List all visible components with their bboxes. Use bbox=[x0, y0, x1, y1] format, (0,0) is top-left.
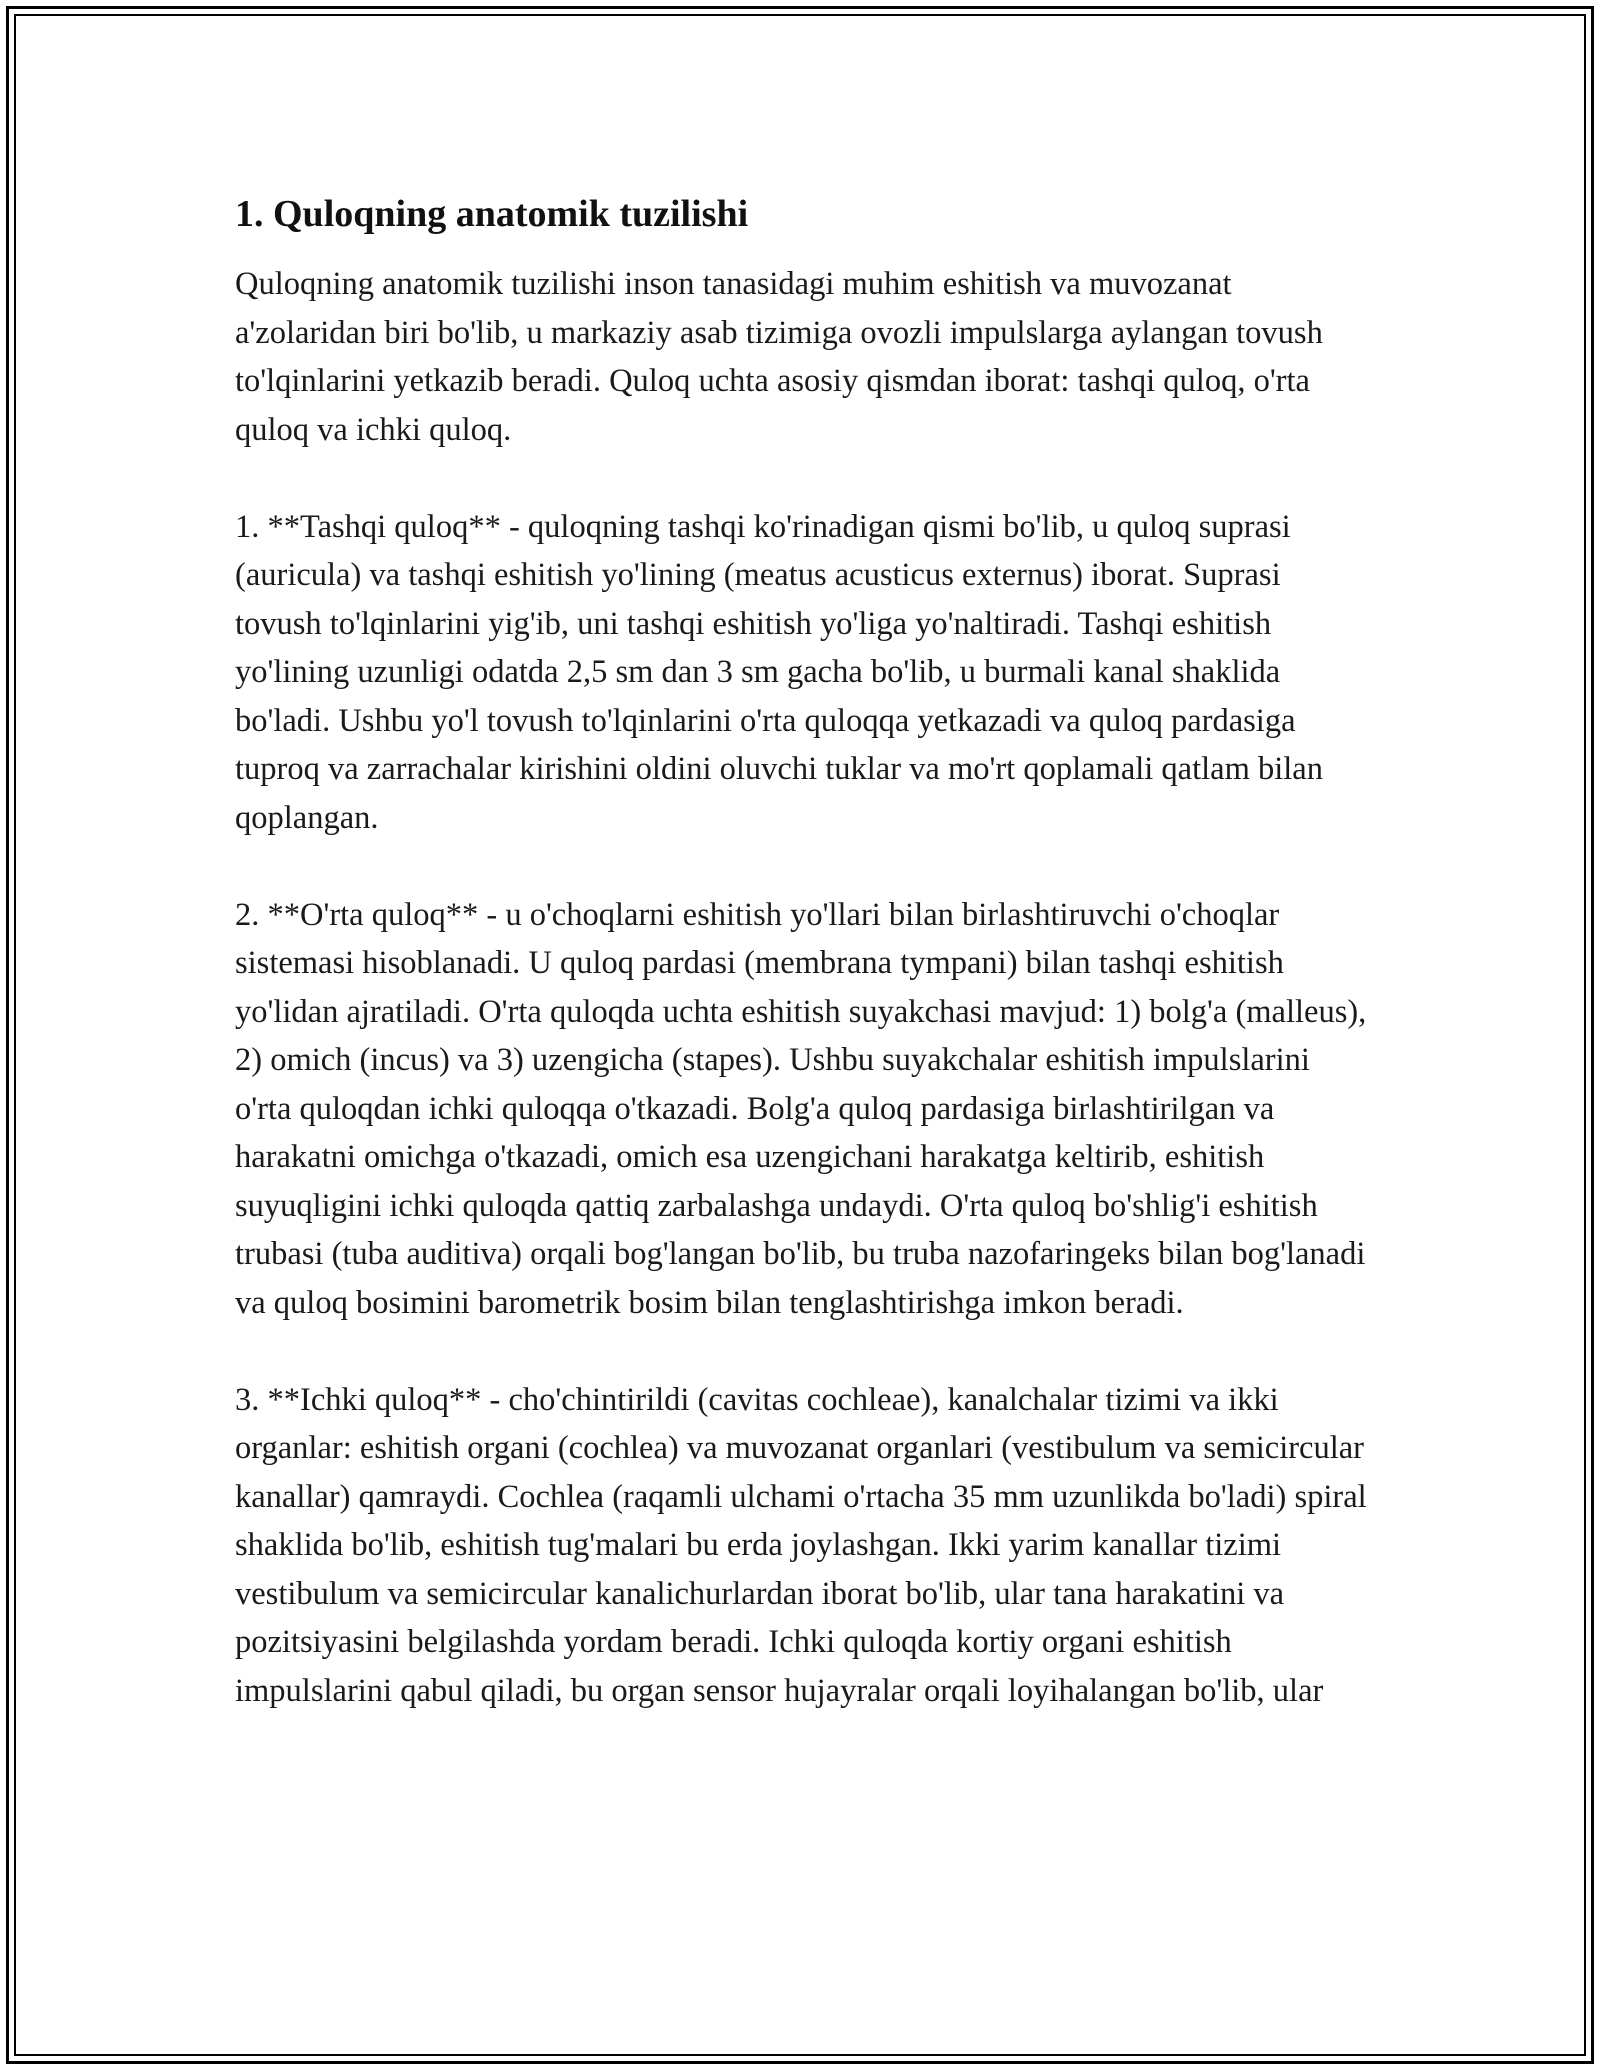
middle-ear-paragraph: 2. **O'rta quloq** - u o'choqlarni eshitish yo'llari bilan birlashtiruvchi o'choqlar sistemasi hisoblanadi. U quloq pardasi (membrana tympani) bilan tashqi eshitish yo'lidan ajratiladi. O'rta quloqda uchta eshitish suyakchasi mavjud: 1) bolg'a (malleus), 2) omich (incus) va 3) uzengicha (stapes). Ushbu suyakchalar eshitish impulslarini o'rta quloqdan ichki quloqqa o'tkazadi. Bolg'a quloq pardasiga birlashtirilgan va harakatni omichga o'tkazadi, omich esa uzengichani harakatga keltirib, eshitish suyuqligini ichki quloqda qattiq zarbalashga undaydi. O'rta quloq bo'shlig'i eshitish trubasi (tuba auditiva) orqali bog'langan bo'lib, bu truba nazofaringeks bilan bog'lanadi va quloq bosimini barometrik bosim bilan tenglashtirishga imkon beradi. bbox=[235, 896, 1367, 1321]
section-heading: 1. Quloqning anatomik tuzilishi bbox=[235, 193, 749, 235]
intro-paragraph: Quloqning anatomik tuzilishi inson tanasidagi muhim eshitish va muvozanat a'zolaridan biri bo'lib, u markaziy asab tizimiga ovozli impulslarga aylangan tovush to'lqinlarini yetkazib beradi. Quloq uchta asosiy qismdan iborat: tashqi quloq, o'rta quloq va ichki quloq. bbox=[235, 266, 1323, 448]
inner-ear-paragraph: 3. **Ichki quloq** - cho'chintirildi (cavitas cochleae), kanalchalar tizimi va ikki organlar: eshitish organi (cochlea) va muvozanat organlari (vestibulum va semicircular kanallar) qamraydi. Cochlea (raqamli ulchami o'rtacha 35 mm uzunlikda bo'ladi) spiral shaklida bo'lib, eshitish tug'malari bu erda joylashgan. Ikki yarim kanallar tizimi vestibulum va semicircular kanalichurlardan iborat bo'lib, ular tana harakatini va pozitsiyasini belgilashda yordam beradi. Ichki quloqda kortiy organi eshitish impulslarini qabul qiladi, bu organ sensor hujayralar orqali loyihalangan bo'lib, ular bbox=[235, 1381, 1367, 1709]
outer-ear-paragraph: 1. **Tashqi quloq** - quloqning tashqi ko'rinadigan qismi bo'lib, u quloq suprasi (auricula) va tashqi eshitish yo'lining (meatus acusticus externus) iborat. Suprasi tovush to'lqinlarini yig'ib, uni tashqi eshitish yo'liga yo'naltiradi. Tashqi eshitish yo'lining uzunligi odatda 2,5 sm dan 3 sm gacha bo'lib, u burmali kanal shaklida bo'ladi. Ushbu yo'l tovush to'lqinlarini o'rta quloqqa yetkazadi va quloq pardasiga tuproq va zarrachalar kirishini oldini oluvchi tuklar va mo'rt qoplamali qatlam bilan qoplangan. bbox=[235, 508, 1323, 836]
document-body bbox=[235, 188, 1370, 1715]
